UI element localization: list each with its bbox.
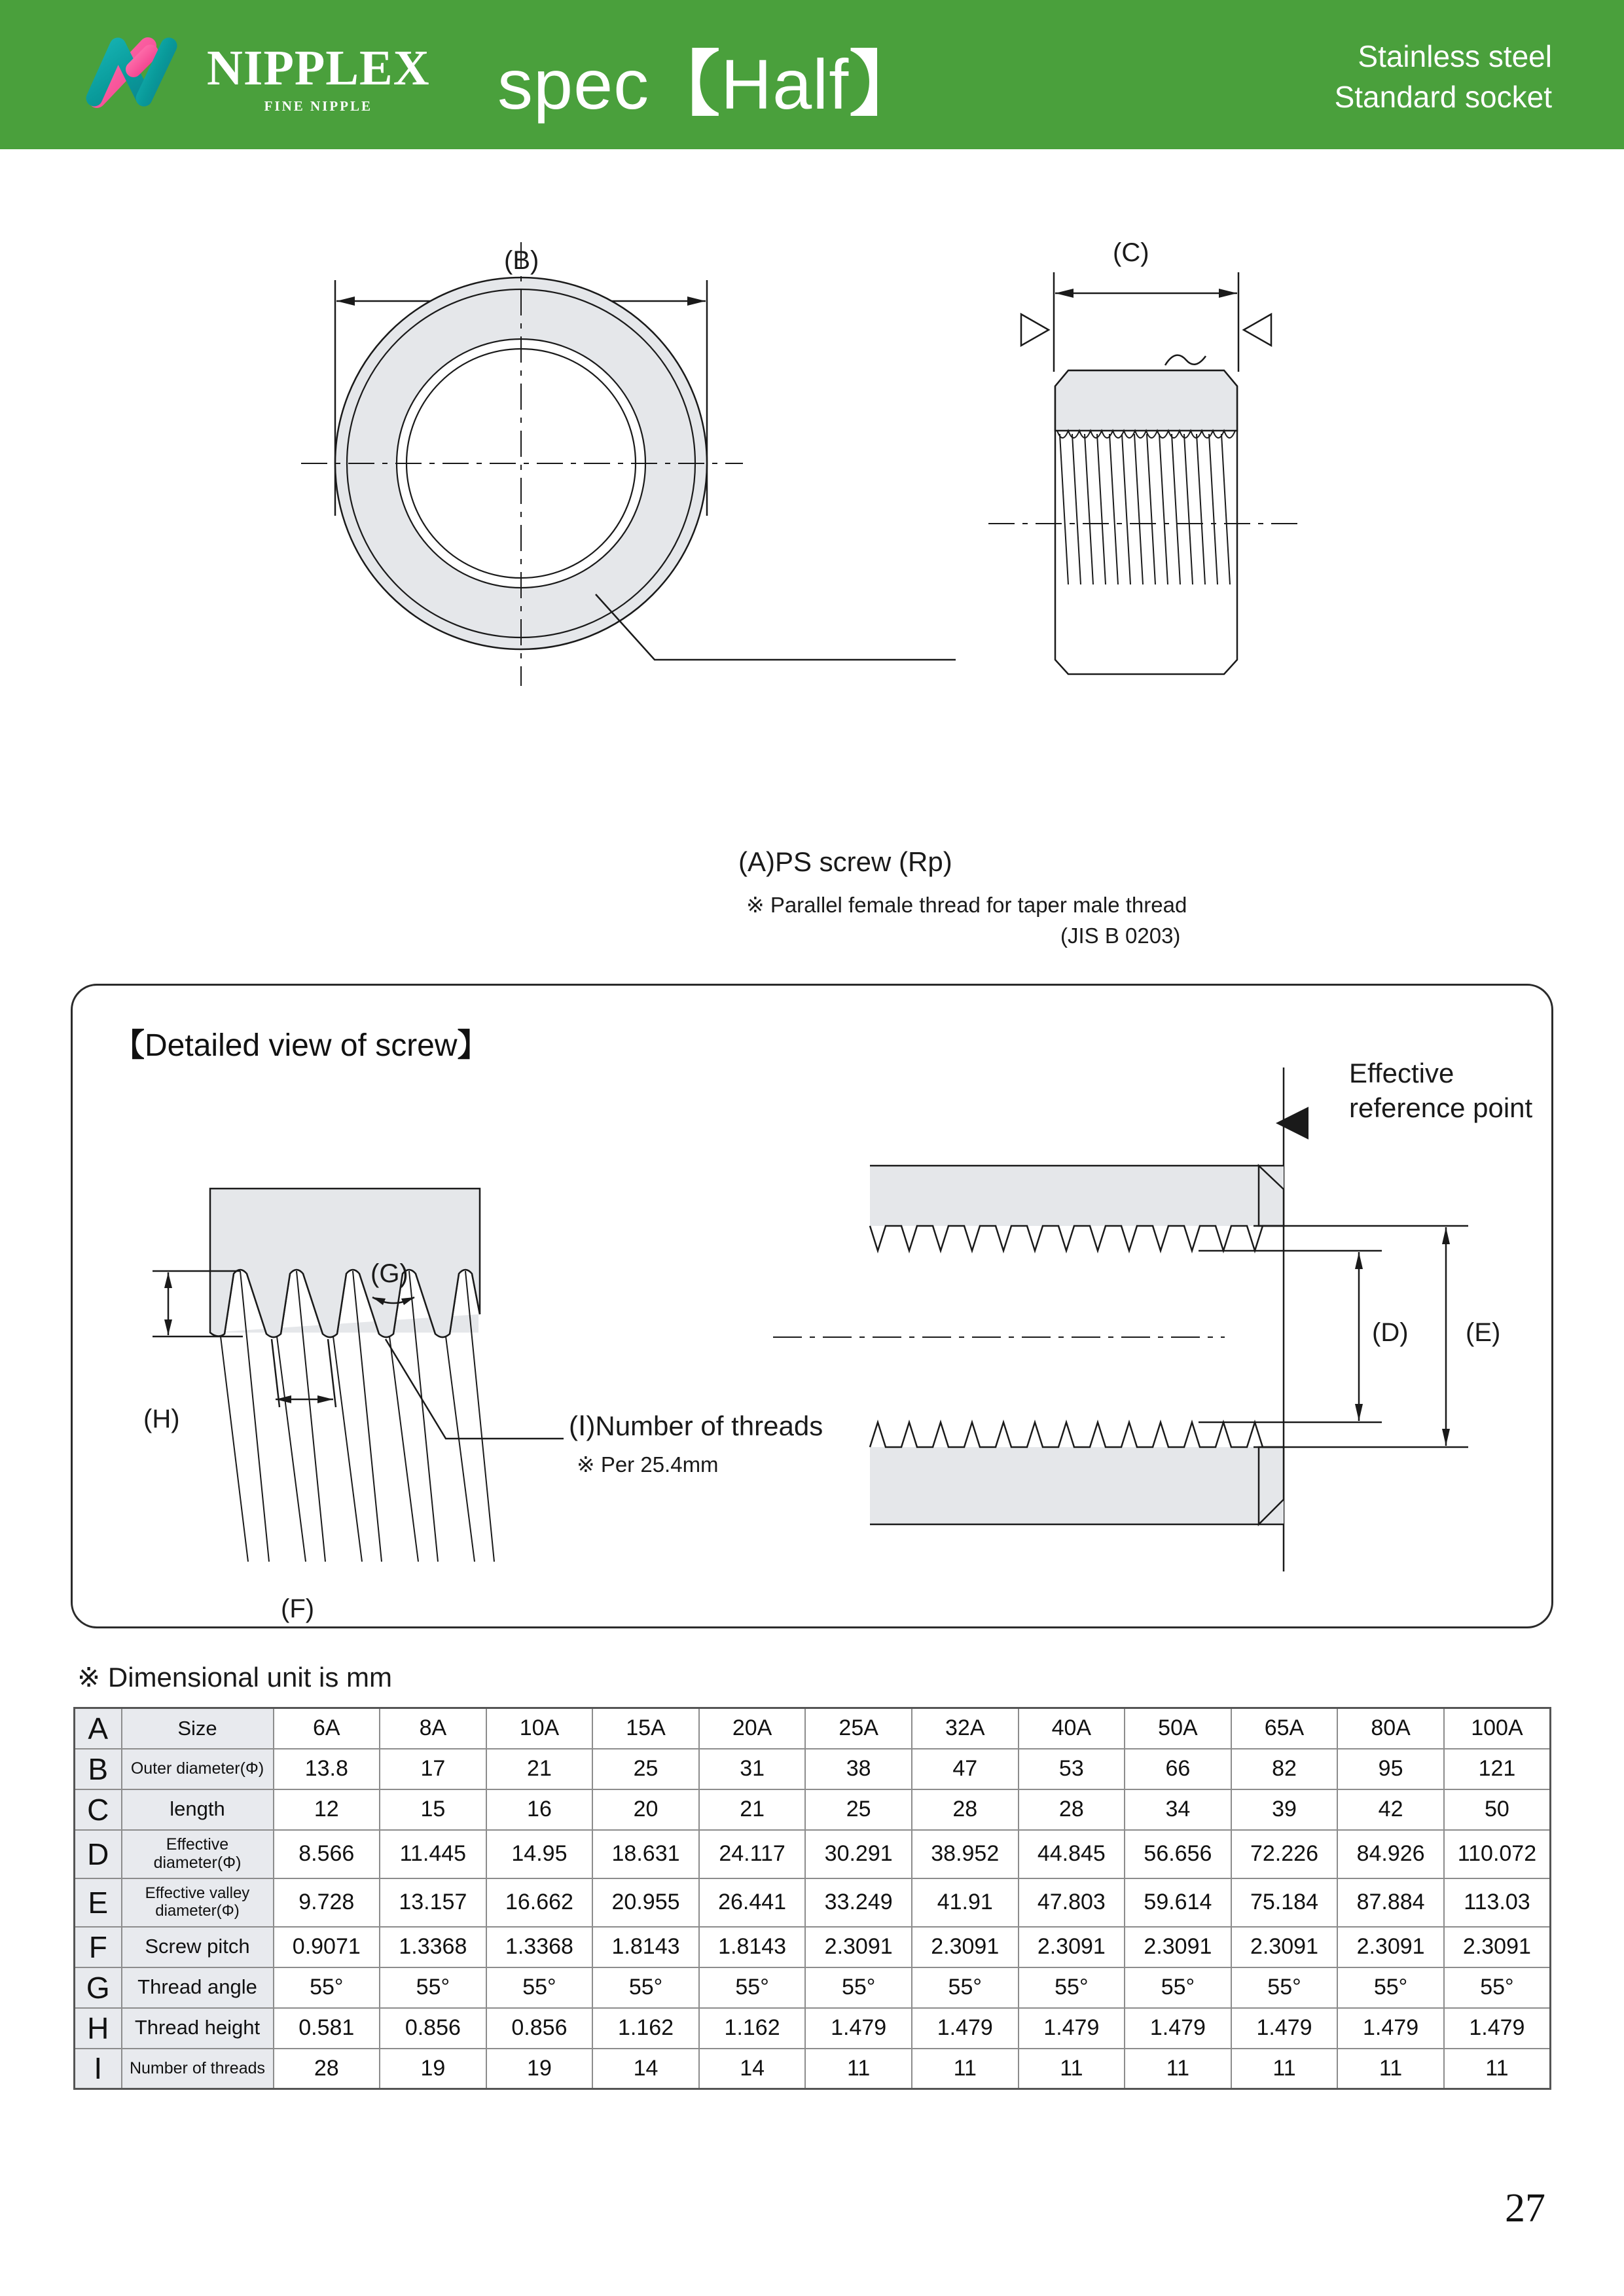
cell-f-2: 1.3368: [486, 1927, 593, 1967]
row-key-a: A: [75, 1708, 122, 1749]
leader-line-a: [596, 594, 956, 660]
table-row: [75, 1927, 1551, 1967]
cell-g-3: 55°: [592, 1967, 699, 2008]
cell-b-7: 53: [1019, 1749, 1125, 1789]
cell-c-7: 28: [1019, 1789, 1125, 1830]
cell-b-2: 21: [486, 1749, 593, 1789]
cell-g-1: 55°: [380, 1967, 486, 2008]
dimension-line-c: [1054, 272, 1238, 372]
detail-bracket-open: 【: [113, 1028, 145, 1063]
cell-c-1: 15: [380, 1789, 486, 1830]
label-thread-angle-g: (G): [370, 1259, 408, 1288]
cell-g-2: 55°: [486, 1967, 593, 2008]
cell-a-8: 50A: [1125, 1708, 1231, 1749]
cell-a-7: 40A: [1019, 1708, 1125, 1749]
cell-f-10: 2.3091: [1337, 1927, 1444, 1967]
cell-i-0: 28: [274, 2049, 380, 2089]
material-line-1: Stainless steel: [1358, 39, 1552, 73]
callout-note-2: (JIS B 0203): [1060, 924, 1181, 948]
cell-f-8: 2.3091: [1125, 1927, 1231, 1967]
socket-side-body: [1055, 370, 1237, 674]
page-title: [497, 27, 920, 129]
cell-h-9: 1.479: [1231, 2008, 1338, 2049]
label-effective-diameter-d: (D): [1372, 1318, 1409, 1347]
detail-bracket-close: 】: [457, 1028, 489, 1063]
cell-e-7: 47.803: [1019, 1878, 1125, 1927]
cell-a-0: 6A: [274, 1708, 380, 1749]
row-label-d: Effective diameter(Φ): [122, 1830, 274, 1878]
dimension-line-e: [1254, 1226, 1468, 1447]
cell-a-6: 32A: [912, 1708, 1019, 1749]
spec-table-body: [75, 1708, 1551, 2089]
leader-line-i: [386, 1339, 564, 1439]
cell-a-10: 80A: [1337, 1708, 1444, 1749]
cell-h-1: 0.856: [380, 2008, 486, 2049]
nipplex-ribbon-icon: [71, 29, 202, 114]
table-row: [75, 1967, 1551, 2008]
dimension-line-d: [1199, 1251, 1382, 1422]
cell-i-3: 14: [592, 2049, 699, 2089]
title-bracket-open: 【: [649, 45, 721, 124]
cell-i-11: 11: [1444, 2049, 1551, 2089]
dimensional-unit-note: ※ Dimensional unit is mm: [77, 1662, 392, 1693]
brand-name: NIPPLEX: [207, 41, 430, 96]
cell-e-10: 87.884: [1337, 1878, 1444, 1927]
row-key-d: D: [75, 1830, 122, 1878]
cell-c-6: 28: [912, 1789, 1019, 1830]
cell-i-7: 11: [1019, 2049, 1125, 2089]
cell-a-11: 100A: [1444, 1708, 1551, 1749]
effective-reference-arrow: [1276, 1107, 1308, 1139]
cell-i-8: 11: [1125, 2049, 1231, 2089]
cell-f-11: 2.3091: [1444, 1927, 1551, 1967]
cell-e-6: 41.91: [912, 1878, 1019, 1927]
cell-g-11: 55°: [1444, 1967, 1551, 2008]
cell-g-5: 55°: [805, 1967, 912, 2008]
cell-g-10: 55°: [1337, 1967, 1444, 2008]
cell-h-6: 1.479: [912, 2008, 1019, 2049]
cell-i-5: 11: [805, 2049, 912, 2089]
cell-c-3: 20: [592, 1789, 699, 1830]
upper-thread-teeth: [870, 1226, 1284, 1251]
cell-e-3: 20.955: [592, 1878, 699, 1927]
cell-i-1: 19: [380, 2049, 486, 2089]
row-label-h: Thread height: [122, 2008, 274, 2049]
brand-logo: [71, 29, 430, 115]
row-label-a: Size: [122, 1708, 274, 1749]
cell-e-2: 16.662: [486, 1878, 593, 1927]
thread-zoom-drawing: [112, 1143, 767, 1614]
cell-b-9: 82: [1231, 1749, 1338, 1789]
cell-d-9: 72.226: [1231, 1830, 1338, 1878]
row-label-g: Thread angle: [122, 1967, 274, 2008]
title-bracket-close: 】: [849, 45, 921, 124]
cell-c-5: 25: [805, 1789, 912, 1830]
eff-ref-line-2: reference point: [1349, 1092, 1533, 1123]
cell-d-4: 24.117: [699, 1830, 806, 1878]
side-view-drawing: [975, 202, 1434, 856]
cell-h-4: 1.162: [699, 2008, 806, 2049]
cell-h-11: 1.479: [1444, 2008, 1551, 2049]
cell-a-1: 8A: [380, 1708, 486, 1749]
cell-d-5: 30.291: [805, 1830, 912, 1878]
cell-f-6: 2.3091: [912, 1927, 1019, 1967]
cell-a-9: 65A: [1231, 1708, 1338, 1749]
cell-d-1: 11.445: [380, 1830, 486, 1878]
dim-label-b: (B): [504, 246, 539, 275]
detail-title-text: Detailed view of screw: [145, 1028, 458, 1063]
cell-d-7: 44.845: [1019, 1830, 1125, 1878]
lower-thread-teeth: [870, 1422, 1284, 1447]
material-line-2: Standard socket: [1334, 80, 1552, 115]
break-symbol: [1165, 355, 1206, 365]
row-key-h: H: [75, 2008, 122, 2049]
cell-f-9: 2.3091: [1231, 1927, 1338, 1967]
cell-a-4: 20A: [699, 1708, 806, 1749]
table-row: [75, 2049, 1551, 2089]
eff-ref-line-1: Effective: [1349, 1058, 1454, 1088]
cell-g-6: 55°: [912, 1967, 1019, 2008]
cell-i-6: 11: [912, 2049, 1019, 2089]
specification-table: [73, 1707, 1551, 2090]
cell-a-2: 10A: [486, 1708, 593, 1749]
cell-h-2: 0.856: [486, 2008, 593, 2049]
row-label-b: Outer diameter(Φ): [122, 1749, 274, 1789]
callout-number-of-threads: (Ⅰ)Number of threads: [569, 1410, 823, 1441]
cell-b-1: 17: [380, 1749, 486, 1789]
cell-i-10: 11: [1337, 2049, 1444, 2089]
row-key-e: E: [75, 1878, 122, 1927]
cell-d-3: 18.631: [592, 1830, 699, 1878]
cell-e-4: 26.441: [699, 1878, 806, 1927]
effective-reference-point-label: [1349, 1056, 1532, 1125]
row-label-i: Number of threads: [122, 2049, 274, 2089]
lower-wall: [870, 1447, 1284, 1524]
page-title-main: spec: [497, 45, 650, 124]
cell-f-5: 2.3091: [805, 1927, 912, 1967]
label-effective-valley-e: (E): [1466, 1318, 1501, 1347]
label-thread-height-h: (H): [143, 1405, 180, 1433]
cell-f-4: 1.8143: [699, 1927, 806, 1967]
cell-f-7: 2.3091: [1019, 1927, 1125, 1967]
section-arrow-left: [1021, 314, 1049, 346]
cell-c-9: 39: [1231, 1789, 1338, 1830]
page-header: [0, 0, 1624, 149]
cell-b-5: 38: [805, 1749, 912, 1789]
table-row: [75, 1708, 1551, 1749]
cell-d-6: 38.952: [912, 1830, 1019, 1878]
cell-b-11: 121: [1444, 1749, 1551, 1789]
row-key-c: C: [75, 1789, 122, 1830]
table-row: [75, 1789, 1551, 1830]
row-label-f: Screw pitch: [122, 1927, 274, 1967]
cell-c-0: 12: [274, 1789, 380, 1830]
cell-b-4: 31: [699, 1749, 806, 1789]
cell-c-10: 42: [1337, 1789, 1444, 1830]
cell-b-10: 95: [1337, 1749, 1444, 1789]
label-screw-pitch-f: (F): [281, 1594, 315, 1623]
cell-h-3: 1.162: [592, 2008, 699, 2049]
table-row: [75, 1830, 1551, 1878]
section-arrow-right: [1244, 314, 1271, 346]
cell-f-0: 0.9071: [274, 1927, 380, 1967]
cell-d-0: 8.566: [274, 1830, 380, 1878]
cell-i-4: 14: [699, 2049, 806, 2089]
cell-i-2: 19: [486, 2049, 593, 2089]
page-title-variant: Half: [721, 45, 850, 124]
cell-h-8: 1.479: [1125, 2008, 1231, 2049]
cell-b-6: 47: [912, 1749, 1019, 1789]
cell-d-8: 56.656: [1125, 1830, 1231, 1878]
cell-d-10: 84.926: [1337, 1830, 1444, 1878]
cell-c-2: 16: [486, 1789, 593, 1830]
row-key-f: F: [75, 1927, 122, 1967]
cell-e-5: 33.249: [805, 1878, 912, 1927]
cell-e-11: 113.03: [1444, 1878, 1551, 1927]
cell-i-9: 11: [1231, 2049, 1338, 2089]
cell-b-0: 13.8: [274, 1749, 380, 1789]
cell-b-8: 66: [1125, 1749, 1231, 1789]
detailed-view-panel: [71, 984, 1553, 1628]
row-key-i: I: [75, 2049, 122, 2089]
cell-a-3: 15A: [592, 1708, 699, 1749]
row-key-b: B: [75, 1749, 122, 1789]
cell-d-2: 14.95: [486, 1830, 593, 1878]
dim-label-c: (C): [1113, 238, 1149, 267]
row-label-c: length: [122, 1789, 274, 1830]
cell-d-11: 110.072: [1444, 1830, 1551, 1878]
material-label: [1335, 36, 1552, 117]
cell-f-1: 1.3368: [380, 1927, 486, 1967]
cell-e-8: 59.614: [1125, 1878, 1231, 1927]
technical-drawings: [0, 149, 1624, 954]
cell-h-7: 1.479: [1019, 2008, 1125, 2049]
row-key-g: G: [75, 1967, 122, 2008]
cell-c-11: 50: [1444, 1789, 1551, 1830]
cell-e-0: 9.728: [274, 1878, 380, 1927]
front-view-drawing: [196, 202, 1015, 1013]
cell-h-10: 1.479: [1337, 2008, 1444, 2049]
callout-ps-screw: (A)PS screw (Rp): [738, 846, 952, 877]
row-label-e: Effective valley diameter(Φ): [122, 1878, 274, 1927]
cell-f-3: 1.8143: [592, 1927, 699, 1967]
cell-c-8: 34: [1125, 1789, 1231, 1830]
cell-g-8: 55°: [1125, 1967, 1231, 2008]
cell-a-5: 25A: [805, 1708, 912, 1749]
cell-e-1: 13.157: [380, 1878, 486, 1927]
table-row: [75, 1878, 1551, 1927]
cell-h-5: 1.479: [805, 2008, 912, 2049]
brand-tagline: FINE NIPPLE: [264, 98, 372, 114]
cell-h-0: 0.581: [274, 2008, 380, 2049]
upper-wall: [870, 1166, 1284, 1226]
cell-c-4: 21: [699, 1789, 806, 1830]
detail-panel-title: [113, 1020, 489, 1065]
cell-b-3: 25: [592, 1749, 699, 1789]
cell-g-7: 55°: [1019, 1967, 1125, 2008]
note-per-25-4mm: ※ Per 25.4mm: [577, 1452, 719, 1477]
cell-g-4: 55°: [699, 1967, 806, 2008]
table-row: [75, 2008, 1551, 2049]
callout-note-1: ※ Parallel female thread for taper male thread: [746, 893, 1187, 917]
cell-e-9: 75.184: [1231, 1878, 1338, 1927]
table-row: [75, 1749, 1551, 1789]
page-number: 27: [1505, 2186, 1545, 2231]
cell-g-9: 55°: [1231, 1967, 1338, 2008]
cell-g-0: 55°: [274, 1967, 380, 2008]
